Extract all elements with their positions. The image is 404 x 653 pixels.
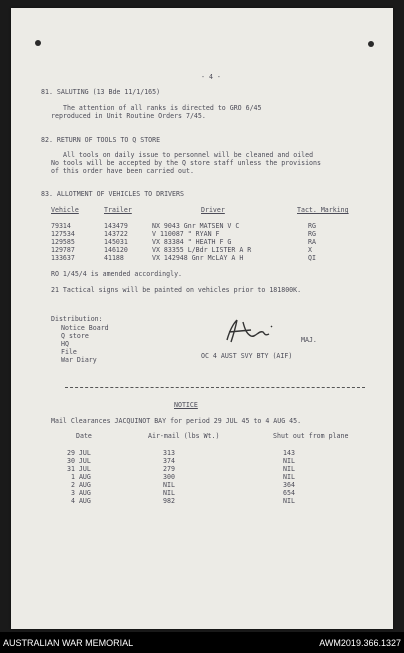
section-82-line: No tools will be accepted by the Q store staff unless the provisions — [51, 159, 321, 167]
distribution-item: Q store — [61, 332, 89, 340]
column-tact-marking: Tact. Marking — [297, 206, 349, 214]
section-83-heading: 83. ALLOTMENT OF VEHICLES TO DRIVERS — [41, 190, 184, 198]
footer-accession-number: AWM2019.366.1327 — [319, 638, 401, 648]
column-trailer: Trailer — [104, 206, 132, 214]
punch-hole — [368, 41, 374, 47]
signature-unit: OC 4 AUST SVY BTY (AIF) — [201, 352, 293, 360]
document-page: - 4 - 81. SALUTING (13 Bde 11/1/165) The attention of all ranks is directed to GRO 6/45 reproduced in Unit Routine Orders 7/45. 82. RETURN OF TOOLS TO Q STORE All tools on daily issue to personnel will be cleaned and oiled No tools will be accepted by the Q store staff unless the provisions of this order have been carried out. 83. ALLOTMENT OF VEHICLES TO DRIVERS Vehicle Trailer Driver Tact. Marking 79314 143479 NX 9043 Gnr MATSEN V C RG 127534 143722 V 110087 " RYAN F RG 129585 145031 VX 83384 " HEATH F G RA 129787 146120 VX 83355 L/Bdr LISTER A R X 133637 41188 VX 142948 Gnr McLAY A H QI RO 1/45/4 is amended accordingly. 21 Tactical signs will be painted on vehicles prior to 181800K. Distribution: Notice Board Q store HQ File War Diary MAJ. OC 4 AUST SVY BTY (AIF) NOTICE Mail Clearances JACQUINOT BAY for period 29 JUL 45 to 4 AUG 45. Date Air-mail (lbs Wt.) Shut out from plane 29 JUL 313 143 30 JUL 374 NIL 31 JUL 279 NIL 1 AUG 300 NIL 2 AUG NIL 364 3 AUG NIL 654 4 AUG 982 NIL — [11, 8, 393, 629]
distribution-item: War Diary — [61, 356, 97, 364]
amendment-note: RO 1/45/4 is amended accordingly. — [51, 270, 183, 278]
column-vehicle: Vehicle — [51, 206, 79, 214]
divider — [65, 387, 365, 388]
punch-hole — [35, 40, 41, 46]
section-82-heading: 82. RETURN OF TOOLS TO Q STORE — [41, 136, 161, 144]
page-number: - 4 - — [201, 73, 221, 81]
section-81-heading: 81. SALUTING (13 Bde 11/1/165) — [41, 88, 161, 96]
footer-source: AUSTRALIAN WAR MEMORIAL — [3, 638, 134, 648]
distribution-item: File — [61, 348, 77, 356]
tactical-signs-note: 21 Tactical signs will be painted on vehicles prior to 181800K. — [51, 286, 302, 294]
column-date: Date — [76, 432, 92, 440]
signature-rank: MAJ. — [301, 336, 317, 344]
footer-bar — [0, 632, 404, 653]
column-shut-out: Shut out from plane — [273, 432, 349, 440]
column-driver: Driver — [201, 206, 225, 214]
notice-intro: Mail Clearances JACQUINOT BAY for period 29 JUL 45 to 4 AUG 45. — [51, 417, 302, 425]
section-81-line: The attention of all ranks is directed to GRO 6/45 — [63, 104, 262, 112]
handwritten-signature — [221, 316, 281, 346]
section-81-line: reproduced in Unit Routine Orders 7/45. — [51, 112, 206, 120]
notice-title: NOTICE — [174, 401, 198, 409]
section-82-line: of this order have been carried out. — [51, 167, 194, 175]
section-82-line: All tools on daily issue to personnel will be cleaned and oiled — [63, 151, 314, 159]
distribution-label: Distribution: — [51, 315, 103, 323]
column-air-mail: Air-mail (lbs Wt.) — [148, 432, 220, 440]
distribution-item: HQ — [61, 340, 69, 348]
distribution-item: Notice Board — [61, 324, 109, 332]
